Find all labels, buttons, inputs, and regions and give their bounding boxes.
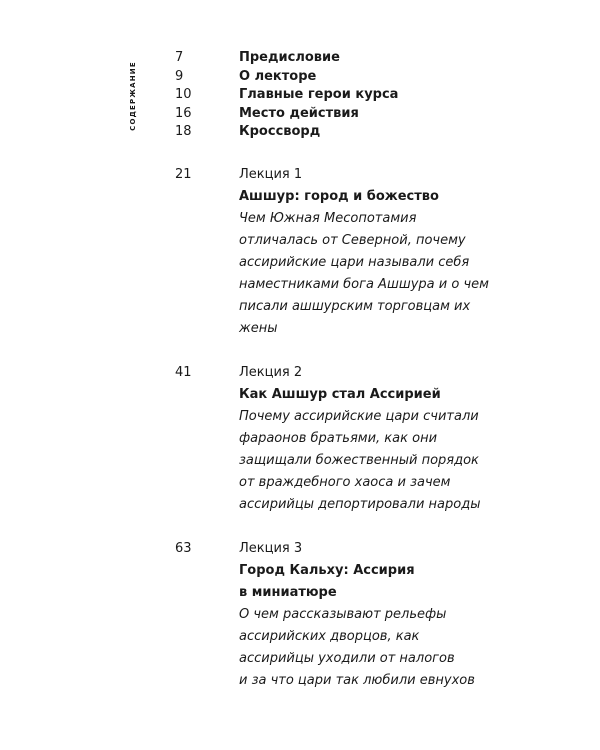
- entry-title: Место действия: [239, 105, 359, 121]
- lecture-entry-3[interactable]: [175, 538, 575, 692]
- entry-title: Главные герои курса: [239, 87, 399, 102]
- lecture-title: Ашшур: город и божество: [239, 188, 439, 204]
- toc-entry[interactable]: [175, 49, 575, 68]
- lecture-entry-1[interactable]: [175, 164, 575, 340]
- lecture-label: Лекция 3: [239, 540, 303, 556]
- lecture-label: Лекция 1: [239, 166, 303, 182]
- page-number: 63: [175, 540, 192, 556]
- page-number: 41: [175, 364, 192, 380]
- lecture-label: Лекция 2: [239, 364, 303, 380]
- lecture-title: Город Кальху: Ассирия в миниатюре: [239, 562, 415, 600]
- page-number: 18: [175, 124, 192, 139]
- page-number: 10: [175, 87, 192, 102]
- lecture-title: Как Ашшур стал Ассирией: [239, 386, 441, 402]
- page-number: 21: [175, 166, 192, 182]
- toc-side-label: СОДЕРЖАНИЕ: [129, 61, 137, 131]
- toc-entry[interactable]: [175, 86, 575, 105]
- lecture-description: Чем Южная Месопотамия отличалась от Северной, почему ассирийские цари называли себя наместниками бога Ашшура и о чем писали ашшурским торговцам их жены: [239, 210, 489, 336]
- table-of-contents: [175, 49, 575, 692]
- page-number: 9: [175, 68, 184, 84]
- page-number: 7: [175, 50, 184, 65]
- page-number: 16: [175, 105, 192, 121]
- lecture-description: О чем рассказывают рельефы ассирийских дворцов, как ассирийцы уходили от налогов и за что цари так любили евнухов: [239, 606, 475, 688]
- front-matter-list: [175, 49, 575, 142]
- entry-title: О лекторе: [239, 68, 317, 84]
- toc-entry[interactable]: [175, 68, 575, 87]
- toc-entry[interactable]: [175, 105, 575, 124]
- lecture-entry-2[interactable]: [175, 362, 575, 516]
- toc-entry[interactable]: [175, 123, 575, 142]
- entry-title: Кроссворд: [239, 124, 321, 139]
- entry-title: Предисловие: [239, 50, 340, 65]
- lecture-description: Почему ассирийские цари считали фараонов братьями, как они защищали божественный порядок от враждебного хаоса и зачем ассирийцы депортировали народы: [239, 408, 481, 512]
